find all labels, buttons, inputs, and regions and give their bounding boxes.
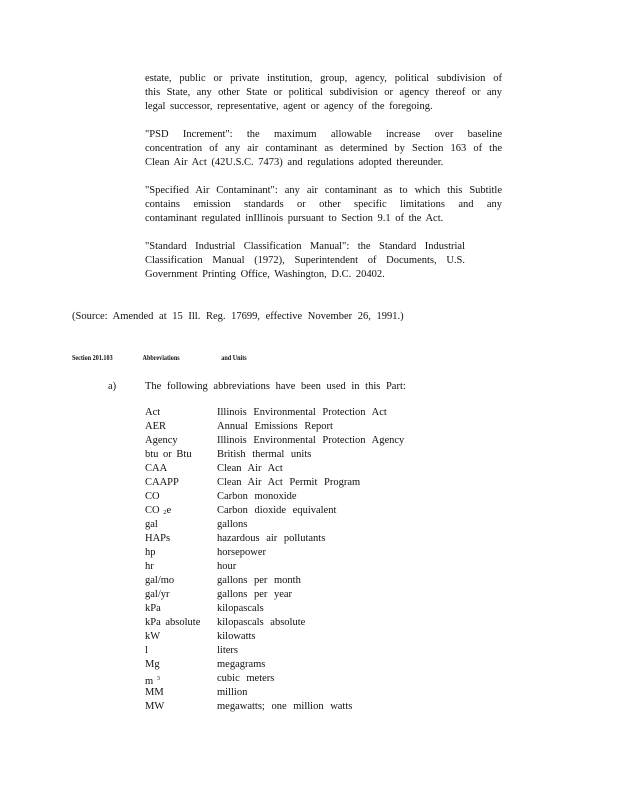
definition-line: Clean Air Act (42U.S.C. 7473) and regulations adopted thereunder. [145, 157, 444, 168]
definition-continuation [145, 72, 502, 114]
abbreviation-definition: kilopascals [217, 603, 264, 614]
abbreviation-term: MM [145, 687, 164, 698]
abbreviation-term: m $^3$ [145, 675, 161, 687]
abbreviation-definition: gallons [217, 519, 248, 530]
abbreviation-term: gal [145, 519, 158, 530]
abbreviation-definition: hazardous air pollutants [217, 533, 326, 544]
section-title-a: Abbreviations [142, 353, 180, 362]
definition-line: "Specified Air Contaminant": any air contaminant as to which this Subtitle [145, 185, 502, 196]
definition-line: Government Printing Office, Washington, D.C. 20402. [145, 269, 385, 280]
definition-line: contains emission standards or other specific limitations and any [145, 199, 502, 210]
definition-sic-manual [145, 240, 465, 282]
abbreviation-definition: Carbon dioxide equivalent [217, 505, 337, 516]
definition-line: contaminant regulated inIllinois pursuant to Section 9.1 of the Act. [145, 213, 444, 224]
abbreviation-definition: gallons per month [217, 575, 301, 586]
abbreviation-term: kPa [145, 603, 161, 614]
abbreviation-definition: megagrams [217, 659, 266, 670]
definition-line: concentration of any air contaminant as determined by Section 163 of the [145, 143, 502, 154]
section-heading [72, 352, 247, 364]
abbreviation-definition: cubic meters [217, 673, 275, 684]
abbreviation-term: Agency [145, 435, 178, 446]
abbreviation-term: hp [145, 547, 156, 558]
abbreviation-term: hr [145, 561, 154, 572]
section-number: Section 201.103 [72, 353, 113, 362]
abbreviation-definition: Carbon monoxide [217, 491, 297, 502]
subsection-text: The following abbreviations have been used in this Part: [145, 381, 406, 392]
abbreviation-term: AER [145, 421, 166, 432]
abbreviation-term: l [145, 645, 148, 656]
abbreviation-term: MW [145, 701, 165, 712]
abbreviation-term: HAPs [145, 533, 171, 544]
abbreviation-term: CAAPP [145, 477, 179, 488]
abbreviation-term: Act [145, 407, 161, 418]
definition-line: "Standard Industrial Classification Manual": the Standard Industrial [145, 241, 465, 252]
abbreviation-definition: hour [217, 561, 237, 572]
abbreviation-definition: Clean Air Act [217, 463, 283, 474]
abbreviation-term: CAA [145, 463, 168, 474]
abbreviation-definition: kilopascals absolute [217, 617, 306, 628]
abbreviation-term: kW [145, 631, 161, 642]
definition-line: legal successor, representative, agent or agency of the foregoing. [145, 101, 433, 112]
abbreviation-term: gal/yr [145, 589, 170, 600]
abbreviation-definition: Clean Air Act Permit Program [217, 477, 361, 488]
abbreviation-definition: megawatts; one million watts [217, 701, 353, 712]
abbreviation-definition: kilowatts [217, 631, 256, 642]
abbreviation-definition: British thermal units [217, 449, 312, 460]
abbreviation-definition: gallons per year [217, 589, 293, 600]
abbreviation-definition: Illinois Environmental Protection Act [217, 407, 387, 418]
abbreviation-definition: Illinois Environmental Protection Agency [217, 435, 405, 446]
abbreviation-term: Mg [145, 659, 160, 670]
definition-line: Classification Manual (1972), Superintendent of Documents, U.S. [145, 255, 465, 266]
abbreviation-term: CO [145, 491, 160, 502]
abbreviation-definition: horsepower [217, 547, 266, 558]
abbreviation-term: gal/mo [145, 575, 175, 586]
abbreviation-definition: million [217, 687, 248, 698]
abbreviation-definition: liters [217, 645, 238, 656]
abbreviation-definition: Annual Emissions Report [217, 421, 333, 432]
definition-line: this State, any other State or political subdivision or agency thereof or any [145, 87, 502, 98]
abbreviation-term: btu or Btu [145, 449, 192, 460]
source-note: (Source: Amended at 15 Ill. Reg. 17699, effective November 26, 1991.) [72, 311, 404, 322]
abbreviation-term: CO 2e [145, 505, 172, 516]
definition-line: estate, public or private institution, group, agency, political subdivision of [145, 73, 502, 84]
abbreviation-term: kPa absolute [145, 617, 201, 628]
definition-psd-increment [145, 128, 502, 170]
subsection-label: a) [108, 381, 117, 392]
definition-line: "PSD Increment": the maximum allowable increase over baseline [145, 129, 502, 140]
definition-specified-air-contaminant [145, 184, 502, 226]
section-title-b: and Units [221, 353, 247, 362]
